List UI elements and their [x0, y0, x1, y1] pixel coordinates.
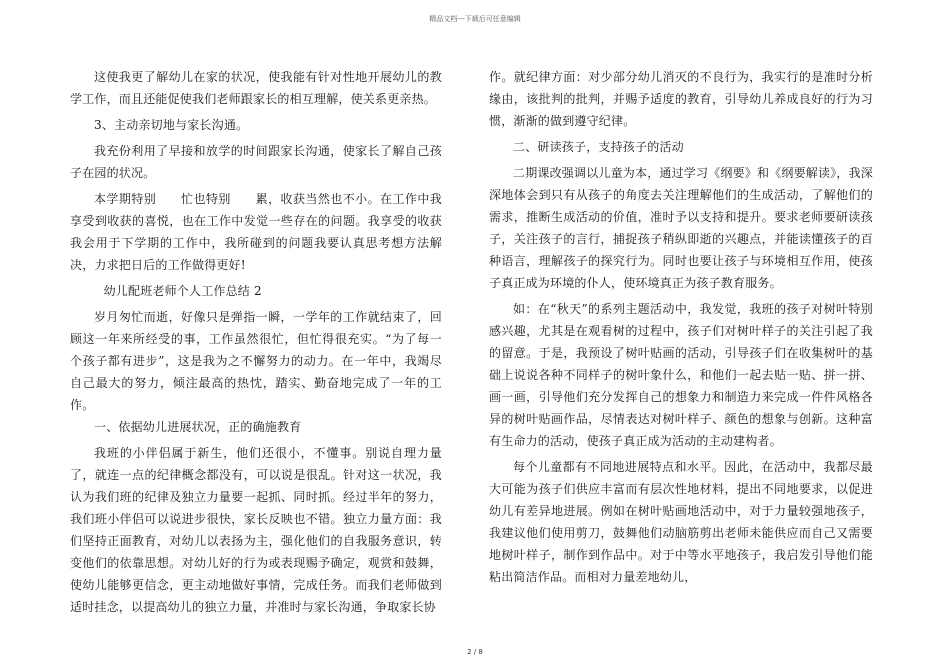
paragraph-year-review: 岁月匆忙而逝，好像只是弹指一瞬，一学年的工作就结束了，回顾这一年来所经受的事，工作虽然很忙，但忙得很充实。“为了每一个孩子都有进步”，这是我为之不懈努力的动力。在一年中，我竭尽自己最大的努力，倾注最高的热忱，踏实、勤奋地完成了一年的工作。: [70, 310, 442, 412]
paragraph-parent-communication: 这使我更了解幼儿在家的状况，使我能有针对性地开展幼儿的教学工作，而且还能促使我们老师跟家长的相互理解，使关系更亲热。: [70, 70, 442, 106]
left-column: [70, 66, 442, 618]
heading-section-two: 二、研读孩子，支持孩子的活动: [513, 140, 684, 154]
paragraph-differentiated-materials: 每个儿童都有不同地进展特点和水平。因此，在活动中，我都尽最大可能为孩子们供应丰富而有层次性地材料，提出不同地要求，以促进幼儿有差异地进展。例如在树叶贴画地活动中，对于力量较强地孩子，我建议他们使用剪刀，鼓舞他们动脑筋剪出老师未能供应而自己又需要地树叶样子，制作到作品中。对于中等水平地孩子，我启发引导他们能粘出简洁作品。而相对力量差地幼儿，: [489, 460, 873, 584]
section-title: 幼儿配班老师个人工作总结 2: [103, 284, 262, 298]
page-number: 2 / 8: [467, 648, 483, 656]
page-header: 精品文档---下载后可任意编辑: [429, 15, 521, 23]
heading-contact-parents: 3、主动亲切地与家长沟通。: [94, 118, 249, 132]
paragraph-pickup-time: 我充份利用了早接和放学的时间跟家长沟通，使家长了解自己孩子在园的状况。: [70, 144, 442, 180]
right-column: [489, 66, 873, 588]
paragraph-curriculum-reform: 二期课改强调以儿童为本，通过学习《纲要》和《纲要解读》，我深深地体会到只有从孩子的角度去关注理解他们的生成活动，了解他们的需求，推断生成活动的价值，准时予以支持和提升。要求老师要研读孩子，关注孩子的言行，捕捉孩子稍纵即逝的兴趣点，并能读懂孩子的百种语言，理解孩子的探究行为。同时也要让孩子与环境相互作用，使孩子真正成为环境的仆人，使环境真正为孩子教育服务。: [489, 166, 874, 290]
paragraph-class-discipline: 我班的小伴侣属于新生，他们还很小，不懂事。别说自理力量了，就连一点的纪律概念都没有，可以说是很乱。针对这一状况，我认为我们班的纪律及独立力量要一起抓、同时抓。经过半年的努力，我们班小伴侣可以说进步很快，家长反映也不错。独立力量方面：我们坚持正面教育，对幼儿以表扬为主，强化他们的自我服务意识，转变他们的依靠思想。对幼儿好的行为或表现赐予确定，观赏和鼓舞，使幼儿能够更信念，更主动地做好事情，完成任务。而我们老师做到适时挂念，以提高幼儿的独立力量，并准时与家长沟通，争取家长协: [70, 446, 442, 614]
heading-section-one: 一、依据幼儿进展状况，正的确施教育: [94, 420, 302, 434]
paragraph-semester-summary: 本学期特别 忙也特别 累，收获当然也不小。在工作中我享受到收获的喜悦，也在工作中发觉一些存在的问题。我享受的收获我会用于下学期的工作中，我所碰到的问题我要认真思考想方法解决，力求把日后的工作做得更好!: [70, 192, 442, 272]
paragraph-discipline-continued: 作。就纪律方面：对少部分幼儿消灭的不良行为，我实行的是准时分析缘由，该批判的批判，并赐予适度的教育，引导幼儿养成良好的行为习惯，渐渐的做到遵守纪律。: [489, 70, 873, 128]
paragraph-autumn-theme: 如：在“秋天”的系列主题活动中，我发觉，我班的孩子对树叶特别感兴趣，尤其是在观看树的过程中，孩子们对树叶样子的关注引起了我的留意。于是，我预设了树叶贴画的活动，引导孩子们在收集树叶的基础上说说各种不同样子的树叶象什么，和他们一起去贴一贴、拼一拼、画一画，引导他们充分发挥自己的想象力和制造力来完成一件件风格各异的树叶贴画作品，尽情表达对树叶样子、颜色的想象与创新。这种富有生命力的活动，使孩子真正成为活动的主动建构者。: [489, 302, 873, 448]
